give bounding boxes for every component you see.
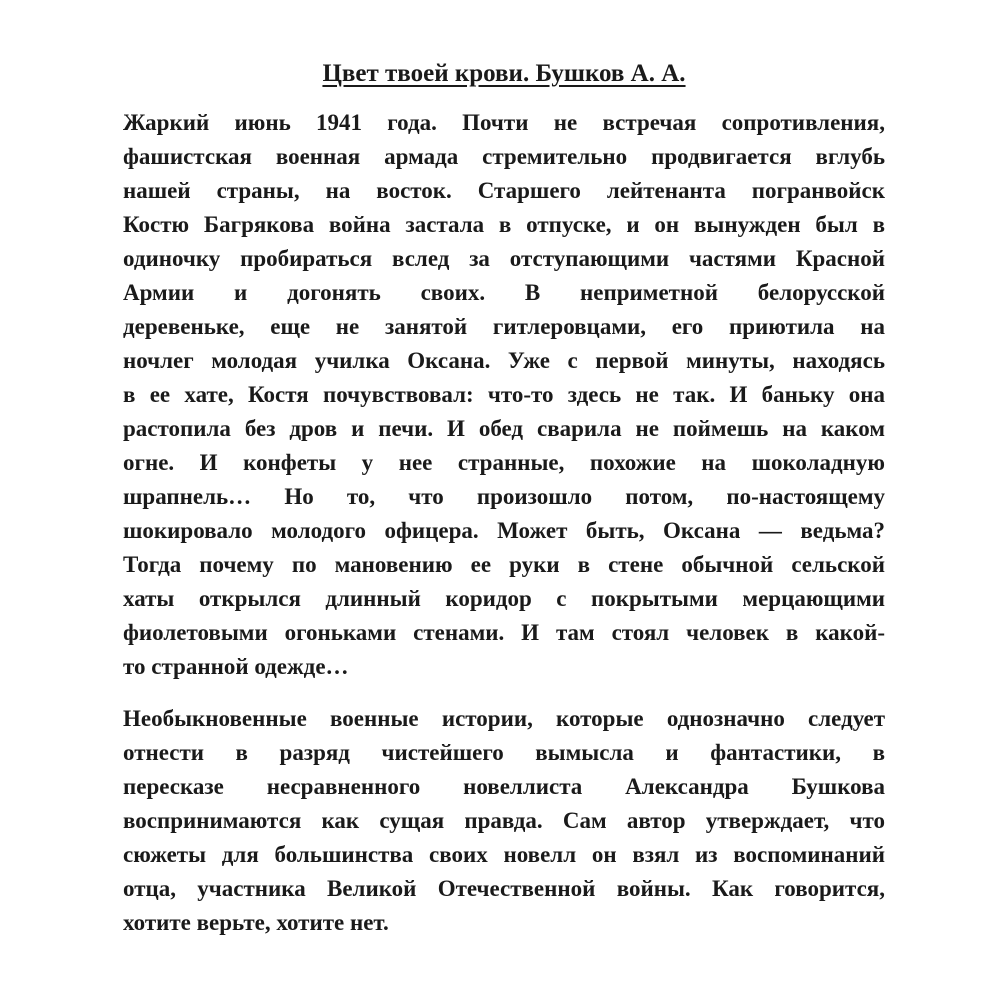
text-line: шрапнель… Но то, что произошло потом, по-настоящему: [123, 484, 885, 509]
text-line: нашей страны, на восток. Старшего лейтенанта погранвойск: [123, 178, 885, 203]
paragraph-synopsis: [123, 106, 885, 684]
text-line: сюжеты для большинства своих новелл он взял из воспоминаний: [123, 842, 885, 867]
text-line: хаты открылся длинный коридор с покрытыми мерцающими: [123, 586, 885, 611]
text-line: ночлег молодая училка Оксана. Уже с первой минуты, находясь: [123, 348, 885, 373]
text-line: шокировало молодого офицера. Может быть, Оксана — ведьма?: [123, 518, 885, 543]
text-line: Необыкновенные военные истории, которые однозначно следует: [123, 706, 885, 731]
page-title: Цвет твоей крови. Бушков А. А.: [322, 60, 686, 87]
text-line: фиолетовыми огоньками стенами. И там стоял человек в какой-: [123, 620, 885, 645]
text-line: то странной одежде…: [123, 654, 349, 679]
text-line: фашистская военная армада стремительно продвигается вглубь: [123, 144, 885, 169]
text-line: одиночку пробираться вслед за отступающими частями Красной: [123, 246, 885, 271]
text-line: хотите верьте, хотите нет.: [123, 910, 389, 935]
text-line: пересказе несравненного новеллиста Александра Бушкова: [123, 774, 885, 799]
paragraph-review: [123, 702, 885, 940]
text-line: растопила без дров и печи. И обед сварила не поймешь на каком: [123, 416, 885, 441]
text-line: деревеньке, еще не занятой гитлеровцами, его приютила на: [123, 314, 885, 339]
text-line: воспринимаются как сущая правда. Сам автор утверждает, что: [123, 808, 885, 833]
text-line: в ее хате, Костя почувствовал: что-то здесь не так. И баньку она: [123, 382, 885, 407]
text-line: Тогда почему по мановению ее руки в стене обычной сельской: [123, 552, 885, 577]
text-line: отнести в разряд чистейшего вымысла и фантастики, в: [123, 740, 885, 765]
text-line: отца, участника Великой Отечественной войны. Как говорится,: [123, 876, 885, 901]
text-line: Костю Багрякова война застала в отпуске, и он вынужден был в: [123, 212, 885, 237]
text-line: огне. И конфеты у нее странные, похожие на шоколадную: [123, 450, 885, 475]
text-line: Армии и догонять своих. В неприметной белорусской: [123, 280, 885, 305]
text-line: Жаркий июнь 1941 года. Почти не встречая сопротивления,: [123, 110, 885, 135]
document-page: [123, 58, 885, 940]
